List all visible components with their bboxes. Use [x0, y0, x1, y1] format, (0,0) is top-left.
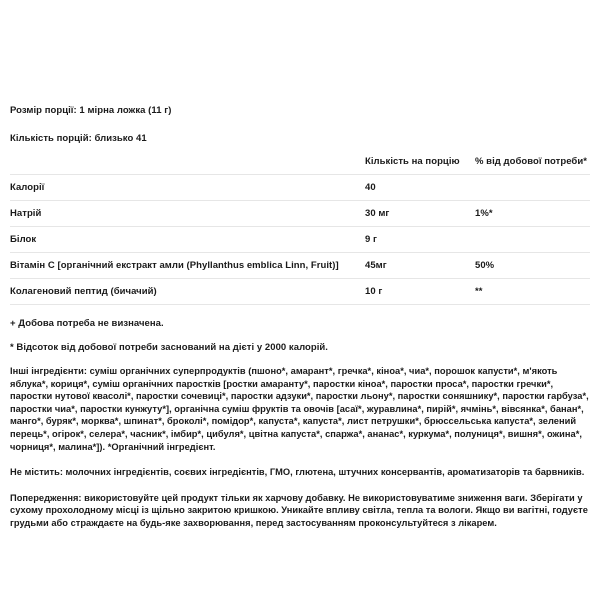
serving-size-line: Розмір порції: 1 мірна ложка (11 г) [10, 105, 172, 116]
nutrient-amount: 10 г [365, 279, 475, 305]
column-header-amount-per-serving: Кількість на порцію [365, 156, 460, 167]
table-row [10, 253, 590, 279]
serving-info-block [10, 0, 590, 145]
nutrient-name: Вітамін C [органічний екстракт амли (Phyllanthus emblica Linn, Fruit)] [10, 253, 365, 279]
column-header-nutrient [10, 154, 365, 175]
nutrient-daily-value: ** [475, 279, 590, 305]
nutrient-amount: 30 мг [365, 201, 475, 227]
nutrient-name: Колагеновий пептид (бичачий) [10, 279, 365, 305]
nutrient-name: Натрій [10, 201, 365, 227]
footnote-daily-value-not-established: + Добова потреба не визначена. [10, 318, 164, 329]
table-row [10, 201, 590, 227]
column-header-daily-value: % від добової потреби* [475, 156, 587, 167]
nutrient-daily-value [475, 227, 590, 253]
table-row [10, 175, 590, 201]
nutrient-daily-value: 50% [475, 253, 590, 279]
nutrition-facts-table [10, 154, 590, 305]
table-header-row [10, 154, 590, 175]
nutrition-table-head [10, 154, 590, 175]
table-row [10, 227, 590, 253]
other-ingredients-paragraph: Інші інгредієнти: суміш органічних суперпродуктів (пшоно*, амарант*, гречка*, кіноа*, чиа*, порошок капусти*, м'якоть яблука*, кориця*, суміш органічних паростків [ростки амаранту*, паростки кіноа*, паростки проса*, паростки гречки*, паростки нутової квасолі*, паростки сочевиці*, паростки адзуки*, паростки льону*, паростки соняшнику*, паростки гарбуза*, паростки чиа*, паростки кунжуту*], органічна суміш фруктів та овочів [асаї*, журавлина*, пирій*, ячмінь*, вівсянка*, банан*, манго*, буряк*, морква*, шпинат*, броколі*, помідор*, капуста*, капуста*, лист петрушки*, брюссельська капуста*, зелений перець*, огірок*, селера*, часник*, імбир*, цибуля*, цвітна капуста*, спаржа*, ананас*, куркума*, полуниця*, вишня*, ожина*, чорниця*, малина*]). *Органічний інгредієнт. [10, 366, 589, 452]
warning-paragraph: Попередження: використовуйте цей продукт тільки як харчову добавку. Не використовуватиме зниження ваги. Зберігати у сухому прохолодному місці із щільно закритою кришкою. Уникайте впливу світла, тепла та вологи. Якщо ви вагітні, годуєте грудьми або страждаєте на будь-яке захворювання, перед застосуванням проконсультуйтеся з лікарем. [10, 492, 588, 528]
nutrient-name: Калорії [10, 175, 365, 201]
footnotes-block [10, 317, 590, 354]
nutrient-amount: 40 [365, 175, 475, 201]
table-row [10, 279, 590, 305]
nutrient-daily-value: 1%* [475, 201, 590, 227]
nutrient-daily-value [475, 175, 590, 201]
allergen-free-paragraph: Не містить: молочних інгредієнтів, соєвих інгредієнтів, ГМО, глютена, штучних консервантів, ароматизаторів та барвників. [10, 467, 585, 478]
nutrient-name: Білок [10, 227, 365, 253]
footnote-percent-daily-value-basis: * Відсоток від добової потреби заснований на дієті у 2000 калорій. [10, 342, 329, 353]
nutrient-amount: 45мг [365, 253, 475, 279]
nutrition-table-body [10, 175, 590, 305]
servings-per-container-line: Кількість порцій: близько 41 [10, 133, 147, 144]
nutrient-amount: 9 г [365, 227, 475, 253]
